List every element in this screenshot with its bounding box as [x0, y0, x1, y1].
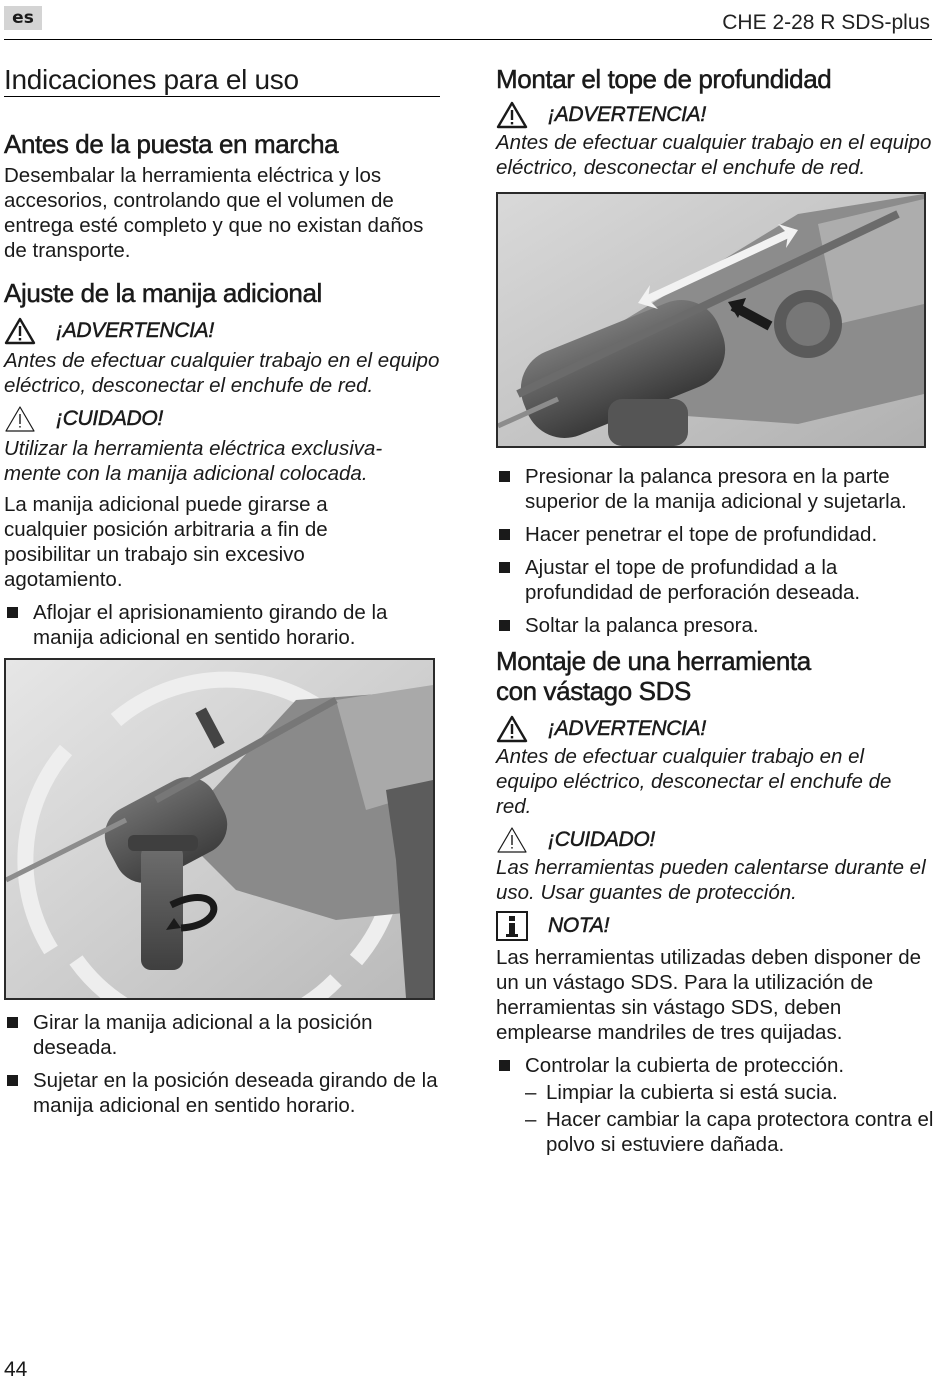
caution-text: Utilizar la herramienta eléctrica exclusiva-mente con la manija adicional colocada. — [4, 437, 383, 485]
caution-header — [4, 404, 440, 434]
figure-depth-stop — [496, 192, 926, 448]
list-item: Soltar la palanca presora. — [496, 613, 936, 638]
info-icon — [496, 911, 528, 941]
note-text: Las herramientas utilizadas deben disponer de un un vástago SDS. Para la utilización de herramientas sin vástago SDS, deben emplearse mandriles de tres quijadas. — [496, 946, 922, 1044]
model-name: CHE 2-28 R SDS-plus — [722, 11, 930, 34]
warning-triangle-icon — [496, 715, 528, 743]
dash-list — [496, 1080, 936, 1157]
warning-text: Antes de efectuar cualquier trabajo en el equipo eléctrico, desconectar el enchufe de red. — [496, 745, 892, 818]
caution-text: Las herramientas pueden calentarse durante el uso. Usar guantes de protección. — [496, 856, 926, 904]
bullet-list-girar — [4, 1010, 440, 1118]
caution-header — [496, 825, 936, 855]
list-item: Hacer penetrar el tope de profundidad. — [496, 522, 936, 547]
list-item: Ajustar el tope de profundidad a la profundidad de perforación deseada. — [496, 555, 936, 605]
heading-puesta-en-marcha: Antes de la puesta en marcha — [4, 129, 339, 159]
dash-marker: – — [525, 1108, 537, 1131]
list-item: Controlar la cubierta de protección. — [496, 1053, 936, 1078]
warning-label: ¡ADVERTENCIA! — [56, 319, 214, 342]
heading-montaje-line1: Montaje de una herramienta — [496, 646, 811, 676]
note-label: NOTA! — [548, 914, 610, 937]
paragraph-manija: La manija adicional puede girarse a cualquier posición arbitraria a fin de posibilitar un trabajo sin excesivo agotamiento. — [4, 493, 328, 591]
bullet-list-cubierta — [496, 1053, 936, 1078]
warning-triangle-icon — [4, 317, 36, 345]
warning-label: ¡ADVERTENCIA! — [548, 717, 706, 740]
right-column — [496, 58, 936, 1159]
list-item: – Limpiar la cubierta si está sucia. — [525, 1081, 838, 1104]
bullet-square-icon — [499, 529, 510, 540]
heading-tope-profundidad: Montar el tope de profundidad — [496, 64, 832, 94]
note-header — [496, 911, 936, 941]
warning-header — [496, 714, 936, 744]
left-column — [4, 58, 440, 1126]
language-badge: es — [4, 6, 42, 30]
heading-montaje-line2: con vástago SDS — [496, 676, 691, 706]
warning-label: ¡ADVERTENCIA! — [548, 103, 706, 126]
bullet-square-icon — [499, 1060, 510, 1071]
caution-label: ¡CUIDADO! — [56, 407, 163, 430]
bullet-square-icon — [499, 562, 510, 573]
list-item: Sujetar en la posición deseada girando de la manija adicional en sentido horario. — [4, 1068, 440, 1118]
bullet-square-icon — [7, 1017, 18, 1028]
list-item: Presionar la palanca presora en la parte superior de la manija adicional y sujetarla. — [496, 464, 936, 514]
warning-header — [4, 316, 440, 346]
warning-text: Antes de efectuar cualquier trabajo en el equipo eléctrico, desconectar el enchufe de red. — [4, 349, 440, 397]
bullet-list-aflojar — [4, 600, 440, 650]
caution-triangle-icon — [496, 826, 528, 854]
dash-marker: – — [525, 1081, 537, 1104]
warning-text: Antes de efectuar cualquier trabajo en el equipo eléctrico, desconectar el enchufe de red. — [496, 131, 932, 179]
caution-triangle-icon — [4, 405, 36, 433]
bullet-square-icon — [499, 471, 510, 482]
list-item: Aflojar el aprisionamiento girando de la manija adicional en sentido horario. — [4, 600, 440, 650]
list-item: – Hacer cambiar la capa protectora contra el polvo si estuviere dañada. — [525, 1108, 934, 1156]
figure-handle-rotation — [4, 658, 435, 1000]
paragraph-desembalar: Desembalar la herramienta eléctrica y los accesorios, controlando que el volumen de entrega esté completo y que no existan daños de transporte. — [4, 164, 424, 262]
bullet-square-icon — [7, 1075, 18, 1086]
page-number: 44 — [4, 1358, 28, 1381]
bullet-square-icon — [499, 620, 510, 631]
bullet-list-tope — [496, 464, 936, 638]
warning-triangle-icon — [496, 101, 528, 129]
header-rule — [4, 39, 932, 40]
caution-label: ¡CUIDADO! — [548, 828, 655, 851]
bullet-square-icon — [7, 607, 18, 618]
list-item: Girar la manija adicional a la posición deseada. — [4, 1010, 440, 1060]
heading-manija-adicional: Ajuste de la manija adicional — [4, 278, 322, 308]
page-title: Indicaciones para el uso — [4, 58, 440, 97]
warning-header — [496, 100, 936, 130]
